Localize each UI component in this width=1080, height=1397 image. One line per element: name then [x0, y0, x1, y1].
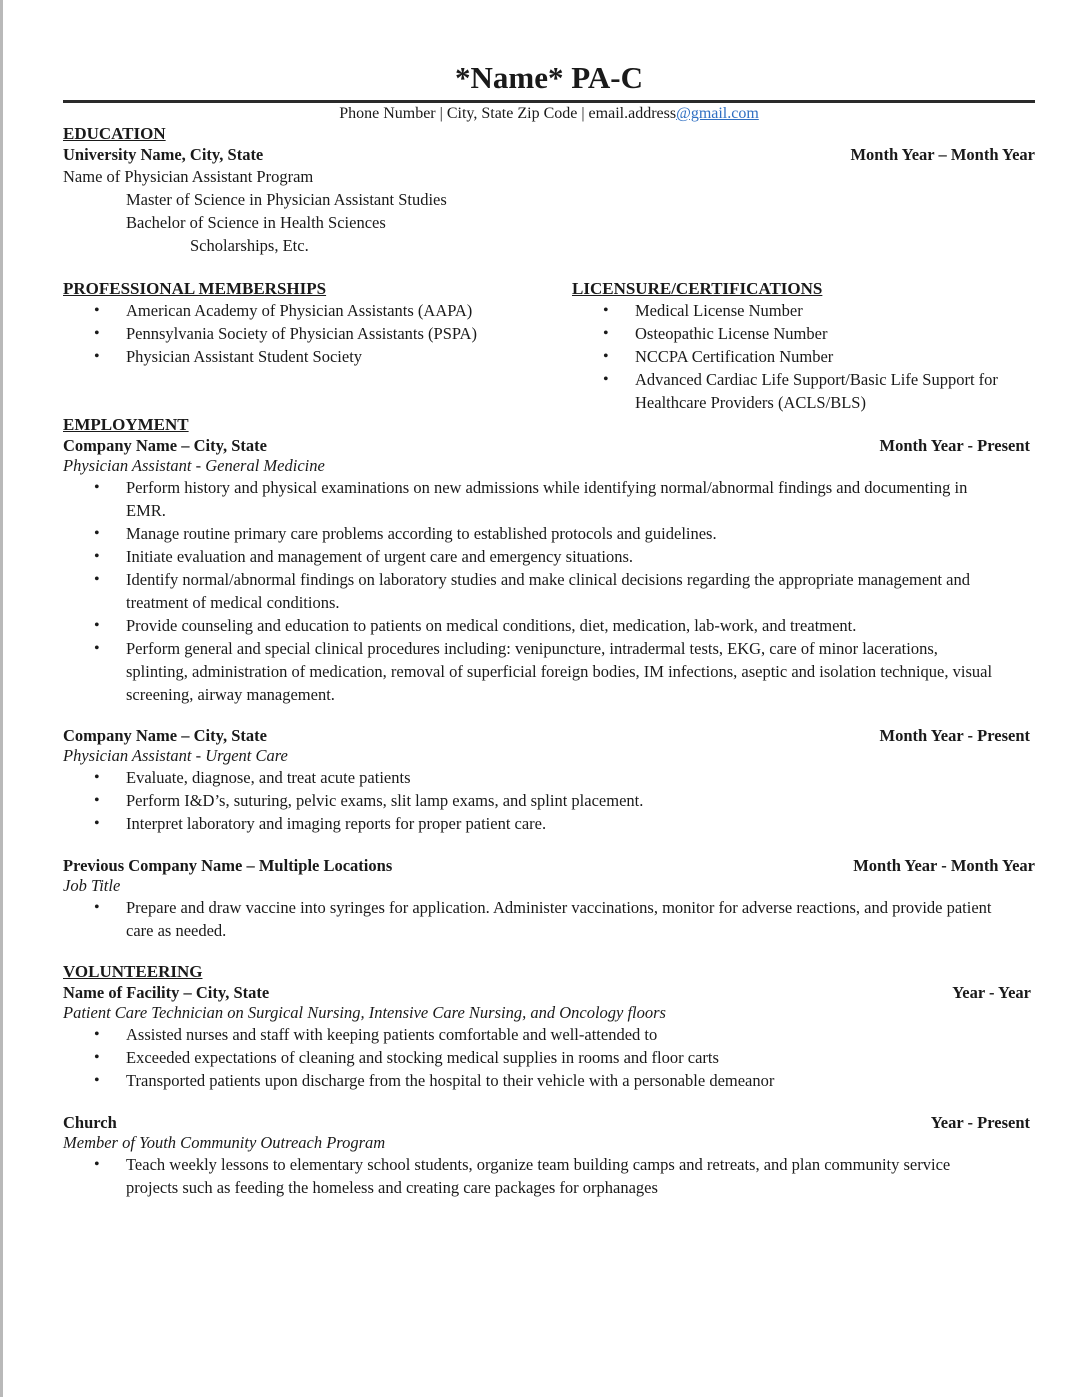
list-item: • Medical License Number — [572, 299, 1035, 322]
volunteer-bullets — [63, 1023, 1035, 1092]
company-name: Company Name – City, State — [63, 726, 267, 745]
degree-item: Bachelor of Science in Health Sciences — [126, 213, 386, 232]
job-dates: Month Year - Present — [879, 726, 1030, 745]
facility-name: Name of Facility – City, State — [63, 983, 270, 1002]
volunteer-dates: Year - Year — [952, 983, 1031, 1002]
facility-name: Church — [63, 1113, 117, 1132]
job-role: Job Title — [63, 876, 121, 895]
list-item: • Initiate evaluation and management of urgent care and emergency situations. — [63, 545, 995, 568]
list-item: • Physician Assistant Student Society — [63, 345, 572, 368]
employment-heading: EMPLOYMENT — [63, 415, 189, 434]
volunteer-bullets — [63, 1153, 1035, 1199]
volunteer-dates: Year - Present — [930, 1113, 1030, 1132]
resume-page — [63, 58, 1035, 1199]
list-item: • Perform general and special clinical procedures including: venipuncture, intradermal tests, EKG, care of minor lacerations, splinting, administration of medication, removal of superficial foreign bodies, IM infections, aseptic and isolation technique, visual screening, airway management. — [63, 637, 995, 706]
list-item: • Interpret laboratory and imaging reports for proper patient care. — [63, 812, 995, 835]
list-item: • Assisted nurses and staff with keeping patients comfortable and well-attended to — [63, 1023, 995, 1046]
contact-text: Phone Number | City, State Zip Code | email.address — [339, 105, 677, 122]
list-item: • American Academy of Physician Assistants (AAPA) — [63, 299, 572, 322]
list-item: • Perform history and physical examinations on new admissions while identifying normal/abnormal findings and documenting in EMR. — [63, 476, 995, 522]
degree-item: Master of Science in Physician Assistant Studies — [126, 190, 447, 209]
list-item: • Osteopathic License Number — [572, 322, 1035, 345]
list-item: • Manage routine primary care problems according to established protocols and guidelines. — [63, 522, 995, 545]
volunteer-entry — [63, 982, 1035, 1092]
employment-section — [63, 415, 1035, 942]
memberships-heading: PROFESSIONAL MEMBERSHIPS — [63, 279, 327, 298]
volunteer-row — [63, 982, 1035, 1003]
education-section — [63, 124, 1035, 257]
volunteering-section — [63, 962, 1035, 1199]
education-extras: Scholarships, Etc. — [190, 236, 309, 255]
job-bullets — [63, 766, 1035, 835]
list-item: • Identify normal/abnormal findings on laboratory studies and make clinical decisions regarding the appropriate management and treatment of medical conditions. — [63, 568, 995, 614]
volunteer-entry — [63, 1112, 1035, 1199]
job-dates: Month Year - Present — [879, 436, 1030, 455]
memberships-section — [63, 279, 572, 414]
list-item: • NCCPA Certification Number — [572, 345, 1035, 368]
program-name: Name of Physician Assistant Program — [63, 167, 314, 186]
title-rule — [63, 100, 1035, 103]
school-name: University Name, City, State — [63, 145, 264, 164]
resume-name: *Name* PA-C — [455, 60, 643, 95]
job-entry — [63, 725, 1035, 835]
job-bullets — [63, 476, 1035, 706]
job-entry — [63, 855, 1035, 942]
list-item: • Exceeded expectations of cleaning and stocking medical supplies in rooms and floor carts — [63, 1046, 995, 1069]
volunteer-row — [63, 1112, 1035, 1133]
list-item: • Provide counseling and education to patients on medical conditions, diet, medication, lab-work, and treatment. — [63, 614, 995, 637]
education-heading: EDUCATION — [63, 124, 166, 143]
two-column-section — [63, 279, 1035, 414]
job-role: Physician Assistant - General Medicine — [63, 456, 325, 475]
list-item: • Transported patients upon discharge from the hospital to their vehicle with a personable demeanor — [63, 1069, 995, 1092]
company-name: Company Name – City, State — [63, 436, 267, 455]
list-item: • Perform I&D’s, suturing, pelvic exams, slit lamp exams, and splint placement. — [63, 789, 995, 812]
volunteer-role: Member of Youth Community Outreach Program — [63, 1133, 386, 1152]
licensure-section — [572, 279, 1035, 414]
job-row — [63, 435, 1035, 456]
education-row — [63, 144, 1035, 165]
list-item: • Pennsylvania Society of Physician Assistants (PSPA) — [63, 322, 572, 345]
volunteering-heading: VOLUNTEERING — [63, 962, 203, 981]
page-edge — [0, 0, 3, 1397]
list-item: • Evaluate, diagnose, and treat acute patients — [63, 766, 995, 789]
job-dates: Month Year - Month Year — [853, 856, 1035, 875]
licensure-heading: LICENSURE/CERTIFICATIONS — [572, 279, 823, 298]
list-item: • Advanced Cardiac Life Support/Basic Life Support for Healthcare Providers (ACLS/BLS) — [572, 368, 1035, 414]
company-name: Previous Company Name – Multiple Locations — [63, 856, 393, 875]
job-bullets — [63, 896, 1035, 942]
memberships-list — [63, 299, 572, 368]
job-row — [63, 725, 1035, 746]
contact-line — [63, 104, 1035, 124]
job-role: Physician Assistant - Urgent Care — [63, 746, 288, 765]
list-item: • Teach weekly lessons to elementary school students, organize team building camps and retreats, and plan community service projects such as feeding the homeless and creating care packages for orphanages — [63, 1153, 995, 1199]
job-entry — [63, 435, 1035, 706]
job-row — [63, 855, 1035, 876]
volunteer-role: Patient Care Technician on Surgical Nursing, Intensive Care Nursing, and Oncology floors — [63, 1003, 666, 1022]
licensure-list — [572, 299, 1035, 414]
list-item: • Prepare and draw vaccine into syringes for application. Administer vaccinations, monitor for adverse reactions, and provide patient care as needed. — [63, 896, 995, 942]
education-dates: Month Year – Month Year — [850, 145, 1035, 164]
email-link[interactable]: @gmail.com — [676, 105, 759, 122]
